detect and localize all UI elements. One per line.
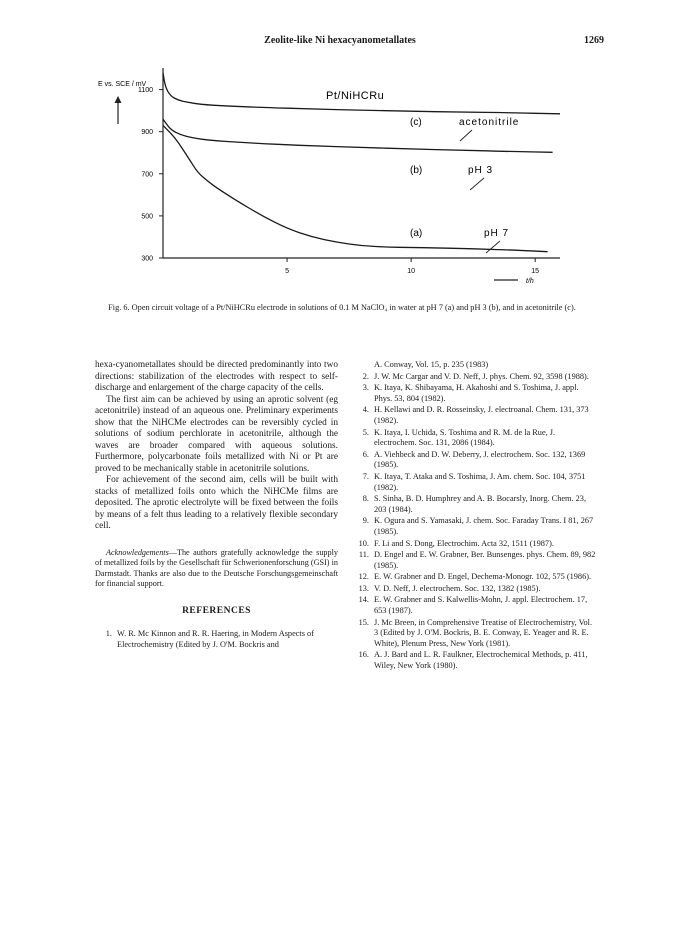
y-tick-label: 500 [141, 213, 153, 221]
reference-number: 9. [362, 516, 369, 526]
reference-text: K. Ogura and S. Yamasaki, J. chem. Soc. Faraday Trans. I 81, 267 (1985). [374, 516, 594, 536]
reference-number: 2. [362, 371, 369, 381]
y-tick-label: 700 [141, 171, 153, 179]
reference-number: 10. [358, 538, 369, 548]
curve-c-label: acetonitrile [459, 117, 520, 128]
right-column [352, 360, 597, 673]
reference-number: 8. [362, 494, 369, 504]
y-axis-label: E vs. SCE / mV [98, 81, 147, 88]
left-column [95, 360, 338, 651]
reference-text: H. Kellawi and D. R. Rosseinsky, J. electroanal. Chem. 131, 373 (1982). [374, 405, 589, 425]
y-axis-arrowhead [115, 96, 122, 103]
y-tick-label: 1100 [137, 87, 153, 95]
x-tick-label: 10 [407, 268, 416, 275]
reference-number: 14. [358, 595, 369, 605]
reference-number: 15. [358, 617, 369, 627]
reference-text: K. Itaya, K. Shibayama, H. Akahoshi and S. Toshima, J. appl. Phys. 53, 804 (1982). [374, 383, 579, 403]
open-circuit-voltage-figure [0, 0, 680, 300]
page-number: 1269 [584, 35, 604, 46]
body-paragraph-1: hexa-cyanometallates should be directed predominantly into two directions: stabilization of the electrodes with respect to self-discharge and enlargement of the charge capacity of the cells. [95, 360, 338, 393]
x-tick-label: 15 [531, 268, 540, 275]
reference-text: A. Conway, Vol. 15, p. 235 (1983) [374, 360, 489, 369]
reference-number: 11. [358, 550, 369, 560]
curve-b-name: (b) [410, 165, 423, 176]
reference-item [352, 450, 597, 471]
curve-c-name: (c) [410, 117, 422, 128]
curve-a-name: (a) [410, 228, 423, 239]
reference-item [352, 539, 597, 550]
body-paragraph-2: The first aim can be achieved by using an aprotic solvent (eg acetonitrile) instead of an aqueous one. Preliminary experiments show that the NiHCMe electrodes can be reversibly cycled in solutions of sodium perchlorate in acetonitrile, although the waves are broader compared with aqueous solutions. Furthermore, polycarbonate foils metallized with Ni or Pt are proved to be mechanically stable in acetonitrile solutions. [95, 394, 338, 474]
reference-text: F. Li and S. Dong, Electrochim. Acta 32, 1511 (1987). [374, 538, 554, 548]
acknowledgements-heading: Acknowledgements [106, 547, 169, 557]
chart-title: Pt/NiHCRu [326, 90, 385, 102]
reference-text: V. D. Neff, J. electrochem. Soc. 132, 1382 (1985). [374, 583, 541, 593]
curve-b-label: pH 3 [468, 165, 494, 176]
x-axis-label: t/h [526, 278, 534, 285]
reference-text: J. W. Mc Cargar and V. D. Neff, J. phys. Chem. 92, 3598 (1988). [374, 371, 589, 381]
reference-item [352, 494, 597, 515]
y-tick-label: 300 [141, 255, 153, 263]
acknowledgements [95, 548, 338, 590]
reference-number: 4. [362, 405, 369, 415]
curve-a-label: pH 7 [484, 228, 510, 239]
references-left-list [95, 629, 338, 650]
curve-b-leader [470, 178, 484, 190]
reference-item [352, 383, 597, 404]
reference-text: K. Itaya, T. Ataka and S. Toshima, J. Am. chem. Soc. 104, 3751 (1982). [374, 471, 586, 492]
reference-item [352, 650, 597, 671]
reference-number: 13. [358, 583, 369, 593]
y-tick-label: 900 [141, 129, 153, 137]
reference-item [352, 618, 597, 650]
reference-text: A. Viehbeck and D. W. Deberry, J. electrochem. Soc. 132, 1369 (1985). [374, 449, 586, 470]
reference-text: K. Itaya, I. Uchida, S. Toshima and R. M. de la Rue, J. electrochem. Soc. 131, 2086 (1984). [374, 427, 556, 448]
body-paragraph-3: For achievement of the second aim, cells will be built with stacks of metallized foils onto which the NiHCMe films are deposited. The aprotic electrolyte will be fixed between the foils by means of a felt thus leading to a relatively flexible secondary cell. [95, 475, 338, 531]
reference-item [352, 550, 597, 571]
reference-number [352, 360, 374, 371]
reference-number: 5. [362, 427, 369, 437]
reference-number: 3. [362, 383, 369, 393]
reference-text: E. W. Grabner and D. Engel, Dechema-Monogr. 102, 575 (1986). [374, 572, 592, 582]
reference-text: W. R. Mc Kinnon and R. R. Haering, in Modern Aspects of Electrochemistry (Edited by J. O'M. Bockris and [117, 629, 314, 649]
reference-text: D. Engel and E. W. Grabner, Ber. Bunsenges. phys. Chem. 89, 982 (1985). [374, 550, 596, 570]
reference-item [352, 472, 597, 493]
reference-item [352, 572, 597, 583]
reference-number: 16. [358, 650, 369, 660]
reference-text: S. Sinha, B. D. Humphrey and A. B. Bocarsly, Inorg. Chem. 23, 203 (1984). [374, 494, 587, 514]
running-head: Zeolite-like Ni hexacyanometallates [264, 35, 416, 46]
acknowledgements-text: —The authors gratefully acknowledge the supply of metallized foils by the Gesellschaft für Schwerionenforschung (GSI) in Darmstadt. Thanks are also due to the Deutsche Forschungsgemeinschaft for financial support. [95, 547, 338, 588]
figure-caption: Fig. 6. Open circuit voltage of a Pt/NiHCRu electrode in solutions of 0.1 M NaClO₄ in water at pH 7 (a) and pH 3 (b), and in acetonitrile (c). [108, 303, 576, 312]
reference-item [352, 405, 597, 426]
reference-item [352, 360, 597, 371]
x-tick-label: 5 [285, 268, 290, 275]
reference-item [352, 584, 597, 595]
curve-a-leader [486, 241, 500, 253]
curve-c-leader [460, 130, 472, 141]
reference-text: E. W. Grabner and S. Kalwellis-Mohn, J. appl. Electrochem. 17, 653 (1987). [374, 595, 588, 616]
reference-item [352, 372, 597, 383]
references-right-list [352, 360, 597, 672]
reference-item [352, 516, 597, 537]
reference-item [352, 595, 597, 616]
reference-number: 6. [362, 449, 369, 459]
reference-item [352, 428, 597, 449]
reference-number: 12. [358, 572, 369, 582]
reference-text: A. J. Bard and L. R. Faulkner, Electrochemical Methods, p. 411, Wiley, New York (1980). [374, 650, 588, 671]
reference-number: 7. [362, 471, 369, 481]
reference-text: J. Mc Breen, in Comprehensive Treatise of Electrochemistry, Vol. 3 (Edited by J. O'M. Bockris, B. E. Conway, E. Yeager and R. E. White), Plenum Press, New York (1981). [374, 617, 593, 648]
reference-item [95, 629, 338, 650]
reference-number: 1. [105, 629, 112, 638]
tick-group [138, 87, 539, 275]
references-heading: REFERENCES [182, 605, 251, 616]
